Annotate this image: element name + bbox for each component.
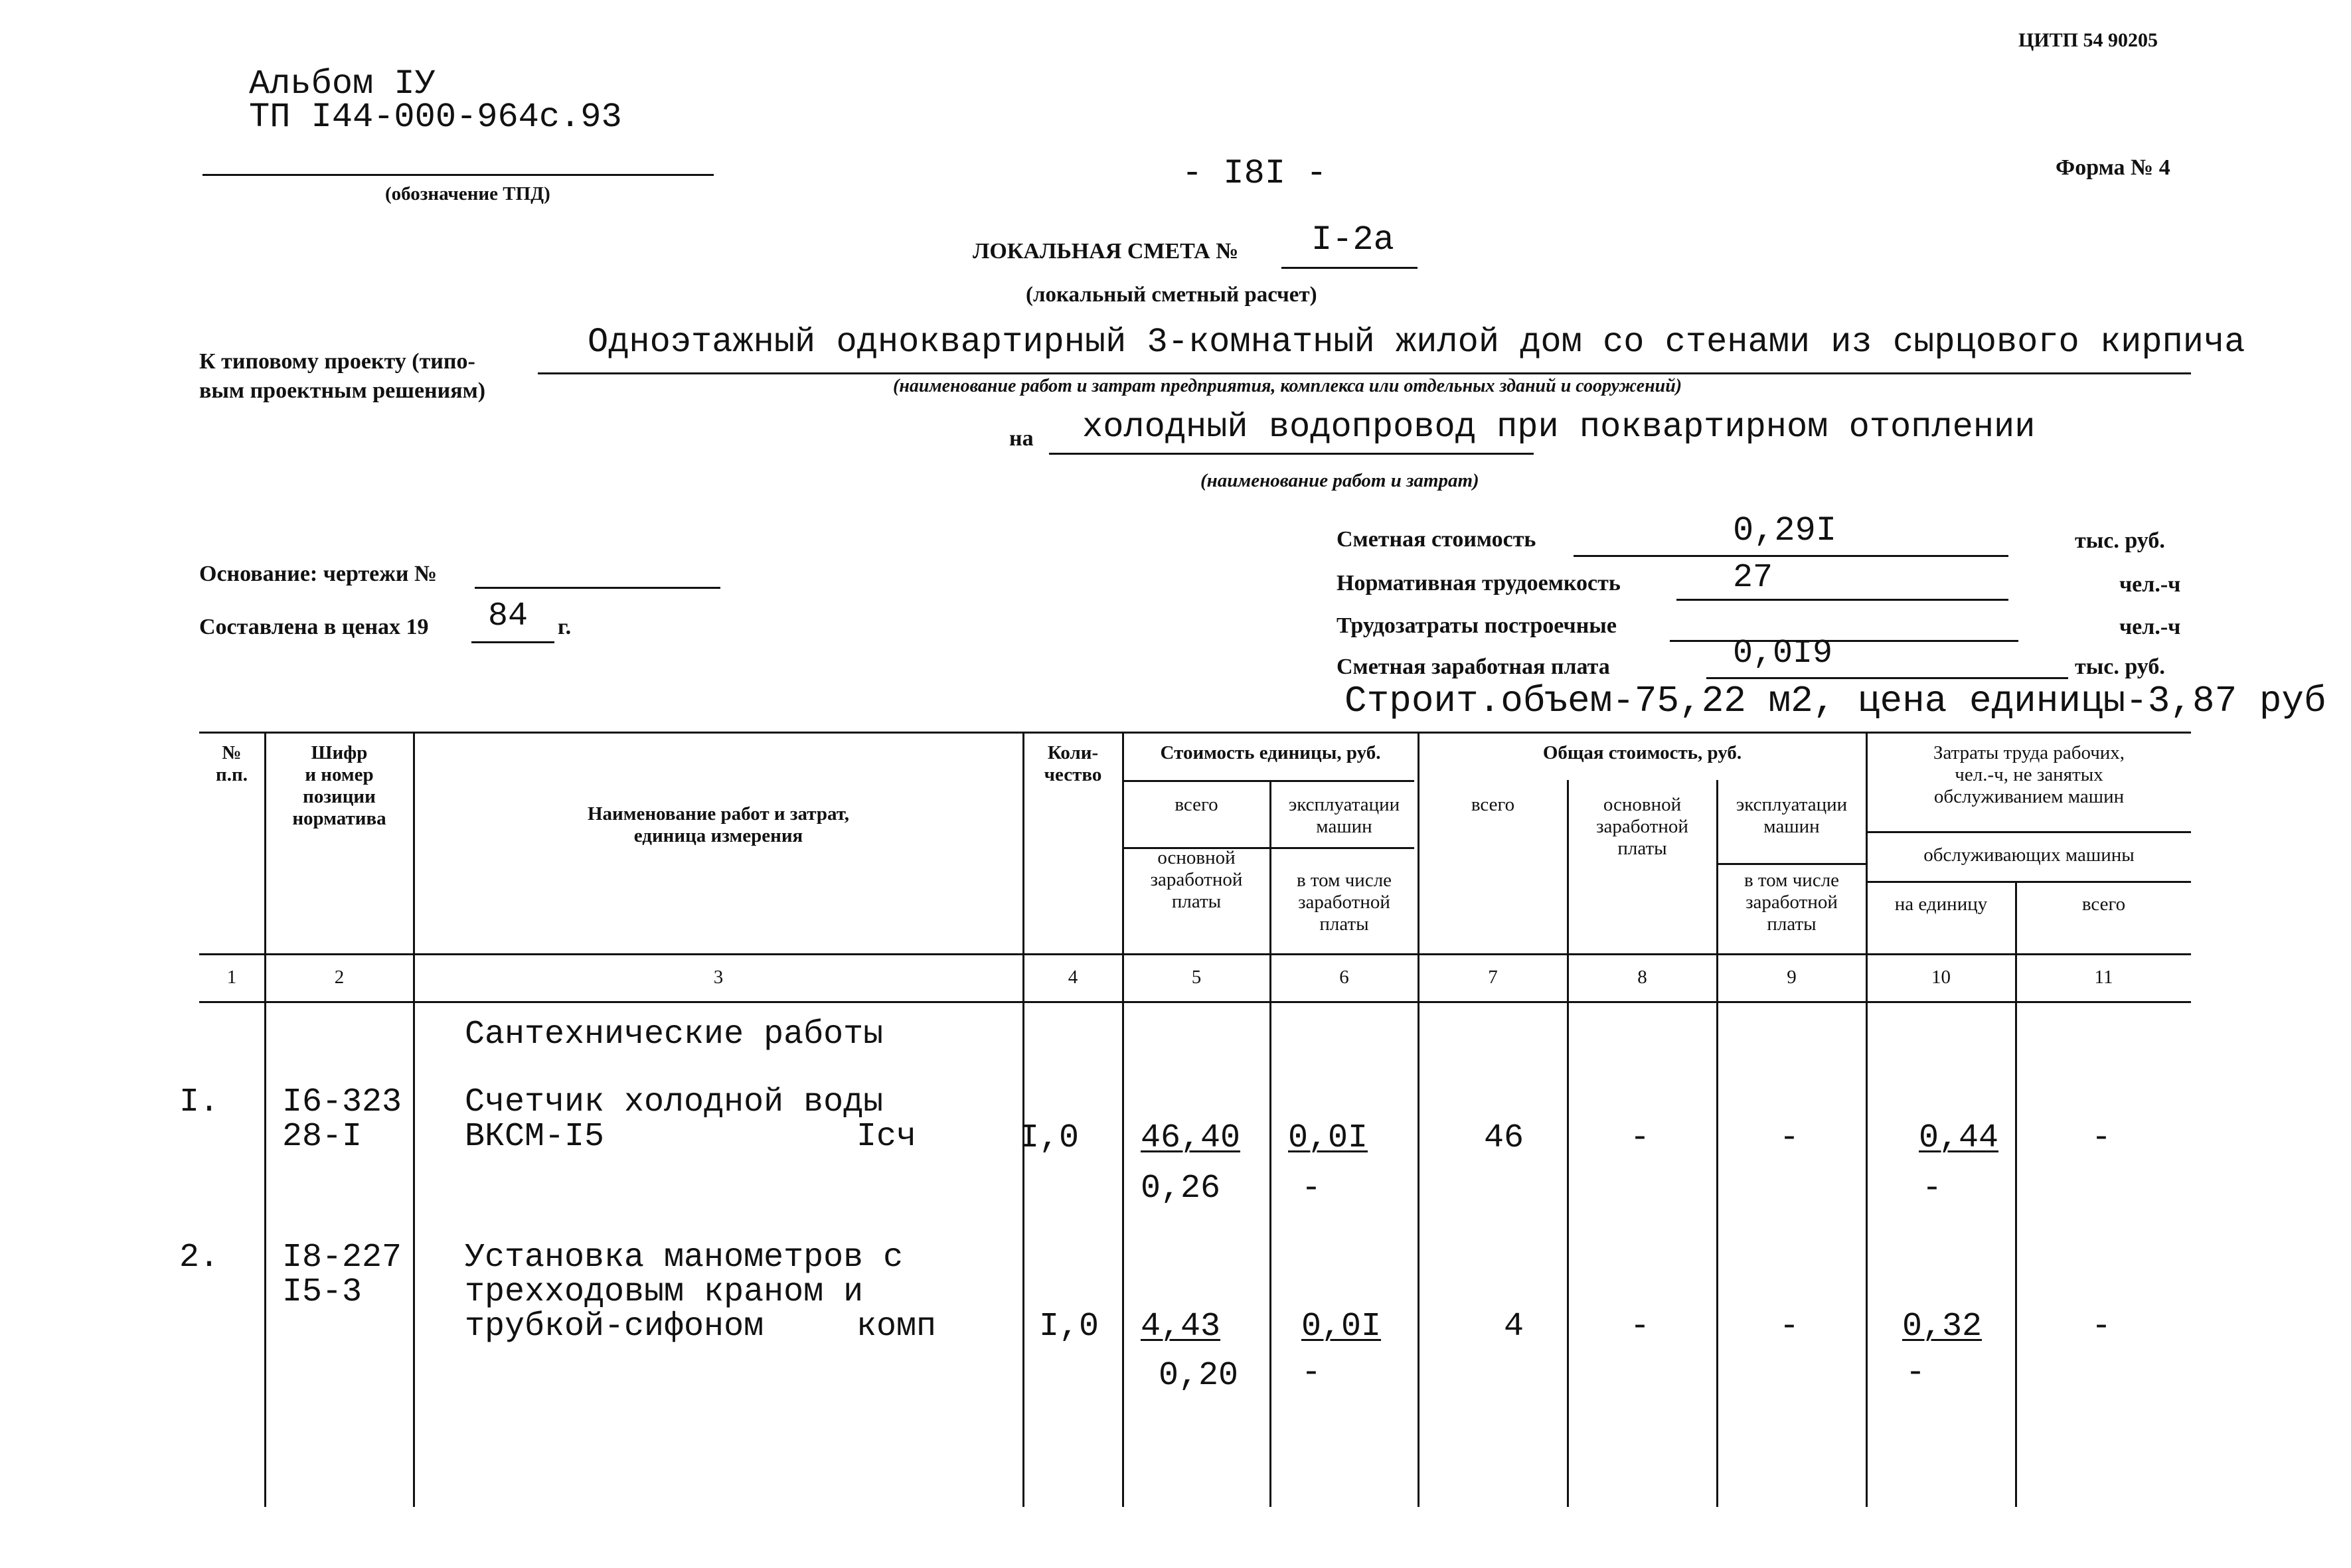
row2-c5-wage: 0,20: [1159, 1357, 1239, 1395]
col-sep-6: [1418, 732, 1419, 1507]
row2-code1: I8-227: [282, 1239, 402, 1277]
row1-c9: -: [1779, 1119, 1800, 1157]
hdr-labor: Затраты труда рабочих, чел.-ч, не занятых обслуживанием машин: [1933, 742, 2125, 807]
prices-label: Составлена в ценах 19: [199, 615, 429, 639]
row1-unit: Iсч: [856, 1118, 917, 1156]
works-line: [1049, 453, 1534, 455]
hdr-c6-bottom: в том числе заработной платы: [1296, 870, 1392, 935]
wage-value: 0,0I9: [1733, 635, 1833, 672]
row1-c10: 0,44: [1919, 1119, 1999, 1157]
row2-num: 2.: [179, 1239, 220, 1277]
colnum-6: 6: [1339, 967, 1349, 988]
project-label-1: К типовому проекту (типо-: [199, 349, 475, 374]
labor-unit: чел.-ч: [2119, 572, 2181, 597]
labor-sub2-line: [1866, 881, 2191, 883]
hdr-code: Шифр и номер позиции норматива: [292, 742, 386, 829]
hdr-unit-cost: Стоимость единицы, руб.: [1160, 742, 1381, 763]
drawings-line: [475, 587, 720, 589]
colnum-3: 3: [713, 967, 724, 988]
tpd-caption: (обозначение ТПД): [385, 183, 550, 204]
row1-c5-wage: 0,26: [1141, 1170, 1221, 1208]
hdr-c9-bottom: в том числе заработной платы: [1743, 870, 1840, 935]
form-number: Форма № 4: [2056, 155, 2170, 180]
prices-year-line: [471, 641, 554, 643]
project-name: Одноэтажный одноквартирный 3-комнатный жилой дом со стенами из сырцового кирпича: [588, 323, 2245, 362]
c9-mid-line: [1716, 863, 1866, 865]
labor-value: 27: [1733, 559, 1773, 597]
colnum-2: 2: [334, 967, 345, 988]
row2-c6-wage: -: [1301, 1354, 1322, 1392]
row2-c6-mach: 0,0I: [1301, 1308, 1382, 1346]
colnum-7: 7: [1488, 967, 1498, 988]
document-code: ЦИТП 54 90205: [2018, 29, 2158, 51]
hdr-num: № п.п.: [216, 742, 248, 785]
prices-label-post: г.: [558, 615, 572, 639]
row2-c11: -: [2091, 1308, 2112, 1346]
estimate-number-line: [1281, 267, 1418, 269]
estimate-subtitle: (локальный сметный расчет): [1026, 283, 1317, 307]
hdr-name: Наименование работ и затрат, единица измерения: [587, 803, 850, 846]
hdr-c6-top: эксплуатации машин: [1288, 794, 1400, 837]
colnum-4: 4: [1068, 967, 1078, 988]
row2-qty: I,0: [1039, 1308, 1099, 1346]
row2-code2: I5-3: [282, 1273, 363, 1311]
section-title: Сантехнические работы: [465, 1016, 884, 1054]
hdr-qty: Коли- чество: [1044, 742, 1102, 785]
row2-c10-sub: -: [1905, 1354, 1926, 1392]
album-line2: ТП I44-000-964с.93: [249, 98, 622, 137]
colnum-8: 8: [1637, 967, 1647, 988]
hdr-c11: всего: [2081, 894, 2126, 915]
col-sep-2: [413, 732, 415, 1507]
row1-c6-mach: 0,0I: [1288, 1119, 1368, 1157]
colnum-5: 5: [1191, 967, 1202, 988]
unit-cost-line: [1122, 780, 1414, 782]
site-labor-label: Трудозатраты построечные: [1337, 613, 1617, 638]
volume-note: Строит.объем-75,22 м2, цена единицы-3,87 руб: [1344, 680, 2326, 722]
wage-label: Сметная заработная плата: [1337, 655, 1610, 679]
row2-unit: комп: [856, 1308, 937, 1346]
project-name-caption: (наименование работ и затрат предприятия, комплекса или отдельных зданий и сооружений): [893, 376, 1682, 396]
cost-value: 0,29I: [1733, 511, 1837, 550]
hdr-c7: всего: [1471, 794, 1515, 815]
row2-c10: 0,32: [1902, 1308, 1983, 1346]
colnum-bottom-line: [199, 1001, 2191, 1003]
hdr-total-cost: Общая стоимость, руб.: [1542, 742, 1742, 763]
colnum-1: 1: [226, 967, 237, 988]
works-on-label: на: [1009, 426, 1034, 451]
labor-line: [1676, 599, 2008, 601]
works-caption: (наименование работ и затрат): [1200, 470, 1479, 491]
row1-c6-wage: -: [1301, 1170, 1322, 1208]
hdr-labor-sub: обслуживающих машины: [1923, 844, 2135, 866]
row2-name3: трубкой-сифоном: [465, 1308, 764, 1346]
col-sep-1: [264, 732, 266, 1507]
hdr-c8: основной заработной платы: [1596, 794, 1688, 859]
row1-num: I.: [179, 1083, 220, 1121]
hdr-c10: на единицу: [1894, 894, 1988, 915]
row1-c5-total: 46,40: [1141, 1119, 1241, 1157]
cost-unit: тыс. руб.: [2075, 528, 2165, 553]
row2-c9: -: [1779, 1308, 1800, 1346]
row1-c8: -: [1630, 1119, 1651, 1157]
row1-c10-sub: -: [1922, 1170, 1943, 1208]
header-bottom-line: [199, 953, 2191, 955]
labor-label: Нормативная трудоемкость: [1337, 571, 1621, 595]
estimate-title: ЛОКАЛЬНАЯ СМЕТА №: [973, 239, 1239, 264]
project-label-2: вым проектным решениям): [199, 378, 486, 403]
site-labor-unit: чел.-ч: [2119, 615, 2181, 639]
row1-code2: 28-I: [282, 1118, 363, 1156]
row2-name1: Установка манометров с: [465, 1239, 904, 1277]
prices-year: 84: [488, 597, 528, 635]
album-line1: Альбом IУ: [249, 64, 436, 104]
row1-c11: -: [2091, 1119, 2112, 1157]
wage-line: [1706, 677, 2068, 679]
colnum-9: 9: [1787, 967, 1797, 988]
site-labor-line: [1670, 640, 2018, 642]
row2-name2: трехходовым краном и: [465, 1273, 864, 1311]
estimate-number: I-2а: [1311, 220, 1394, 260]
colnum-10: 10: [1931, 967, 1951, 988]
cost-label: Сметная стоимость: [1337, 527, 1536, 552]
row1-code1: I6-323: [282, 1083, 402, 1121]
row1-qty: I,0: [1019, 1119, 1080, 1157]
wage-unit: тыс. руб.: [2075, 655, 2165, 679]
works-name: холодный водопровод при поквартирном отоплении: [1082, 408, 2036, 447]
row1-c7: 46: [1484, 1119, 1524, 1157]
hdr-c5-bottom: основной заработной платы: [1150, 847, 1243, 912]
hdr-c5-top: всего: [1175, 794, 1218, 815]
row2-c7: 4: [1504, 1308, 1524, 1346]
row2-c5-total: 4,43: [1141, 1308, 1221, 1346]
table-top-line: [199, 732, 2191, 734]
labor-sub-line: [1866, 831, 2191, 833]
page-number: - I8I -: [1182, 154, 1327, 193]
row1-name1: Счетчик холодной воды: [465, 1083, 884, 1121]
hdr-c9-top: эксплуатации машин: [1736, 794, 1848, 837]
drawings-label: Основание: чертежи №: [199, 562, 438, 586]
cost-line: [1574, 555, 2008, 557]
project-name-line: [538, 372, 2191, 374]
colnum-11: 11: [2094, 967, 2113, 988]
tpd-line: [203, 174, 714, 176]
row2-c8: -: [1630, 1308, 1651, 1346]
row1-name2: ВКСМ-I5: [465, 1118, 605, 1156]
col-sep-7: [1567, 780, 1569, 1507]
